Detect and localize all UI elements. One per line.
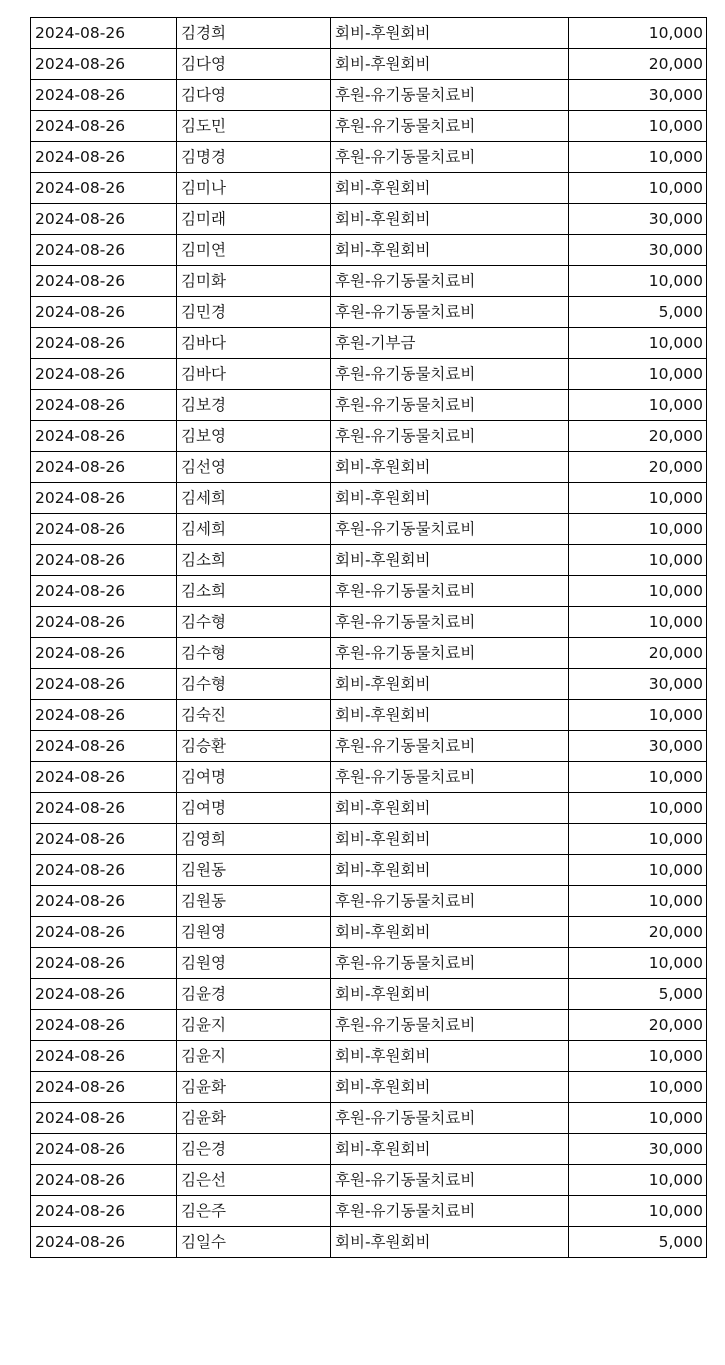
type-cell[interactable]: 회비-후원회비: [331, 545, 569, 576]
date-cell[interactable]: 2024-08-26: [31, 266, 177, 297]
table-row: [31, 669, 707, 700]
amount-cell[interactable]: 10,000: [569, 576, 707, 607]
name-cell[interactable]: 김선영: [177, 452, 331, 483]
amount-cell[interactable]: 10,000: [569, 855, 707, 886]
name-cell[interactable]: 김세희: [177, 483, 331, 514]
table-row: [31, 80, 707, 111]
type-cell[interactable]: 회비-후원회비: [331, 1072, 569, 1103]
amount-cell[interactable]: 10,000: [569, 1072, 707, 1103]
date-cell[interactable]: 2024-08-26: [31, 824, 177, 855]
type-cell[interactable]: 후원-유기동물치료비: [331, 1165, 569, 1196]
type-cell[interactable]: 회비-후원회비: [331, 917, 569, 948]
amount-cell[interactable]: 10,000: [569, 142, 707, 173]
date-cell[interactable]: 2024-08-26: [31, 514, 177, 545]
name-cell[interactable]: 김은경: [177, 1134, 331, 1165]
table-row: [31, 111, 707, 142]
date-cell[interactable]: 2024-08-26: [31, 607, 177, 638]
amount-cell[interactable]: 10,000: [569, 18, 707, 49]
amount-cell[interactable]: 10,000: [569, 266, 707, 297]
date-cell[interactable]: 2024-08-26: [31, 762, 177, 793]
amount-cell[interactable]: 10,000: [569, 390, 707, 421]
name-cell[interactable]: 김수형: [177, 638, 331, 669]
date-cell[interactable]: 2024-08-26: [31, 1227, 177, 1258]
table-row: [31, 1103, 707, 1134]
name-cell[interactable]: 김명경: [177, 142, 331, 173]
name-cell[interactable]: 김윤화: [177, 1072, 331, 1103]
amount-cell[interactable]: 20,000: [569, 421, 707, 452]
amount-cell[interactable]: 10,000: [569, 948, 707, 979]
date-cell[interactable]: 2024-08-26: [31, 390, 177, 421]
table-row: [31, 1196, 707, 1227]
amount-cell[interactable]: 10,000: [569, 545, 707, 576]
table-row: [31, 452, 707, 483]
name-cell[interactable]: 김원영: [177, 948, 331, 979]
name-cell[interactable]: 김도민: [177, 111, 331, 142]
date-cell[interactable]: 2024-08-26: [31, 731, 177, 762]
type-cell[interactable]: 회비-후원회비: [331, 669, 569, 700]
type-cell[interactable]: 회비-후원회비: [331, 1134, 569, 1165]
date-cell[interactable]: 2024-08-26: [31, 855, 177, 886]
type-cell[interactable]: 후원-유기동물치료비: [331, 142, 569, 173]
amount-cell[interactable]: 10,000: [569, 1165, 707, 1196]
amount-cell[interactable]: 10,000: [569, 173, 707, 204]
type-cell[interactable]: 회비-후원회비: [331, 18, 569, 49]
type-cell[interactable]: 후원-유기동물치료비: [331, 948, 569, 979]
amount-cell[interactable]: 10,000: [569, 1196, 707, 1227]
table-row: [31, 266, 707, 297]
amount-cell[interactable]: 10,000: [569, 700, 707, 731]
amount-cell[interactable]: 30,000: [569, 1134, 707, 1165]
table-row: [31, 328, 707, 359]
name-cell[interactable]: 김보경: [177, 390, 331, 421]
date-cell[interactable]: 2024-08-26: [31, 111, 177, 142]
type-cell[interactable]: 회비-후원회비: [331, 204, 569, 235]
name-cell[interactable]: 김영희: [177, 824, 331, 855]
amount-cell[interactable]: 30,000: [569, 731, 707, 762]
table-row: [31, 142, 707, 173]
amount-cell[interactable]: 10,000: [569, 1041, 707, 1072]
amount-cell[interactable]: 10,000: [569, 483, 707, 514]
donation-table-body: [31, 18, 707, 1258]
table-row: [31, 421, 707, 452]
table-row: [31, 18, 707, 49]
table-row: [31, 545, 707, 576]
table-row: [31, 731, 707, 762]
date-cell[interactable]: 2024-08-26: [31, 1134, 177, 1165]
table-row: [31, 1010, 707, 1041]
table-row: [31, 1134, 707, 1165]
name-cell[interactable]: 김바다: [177, 359, 331, 390]
table-row: [31, 297, 707, 328]
type-cell[interactable]: 회비-후원회비: [331, 1227, 569, 1258]
amount-cell[interactable]: 5,000: [569, 297, 707, 328]
amount-cell[interactable]: 30,000: [569, 669, 707, 700]
table-row: [31, 1227, 707, 1258]
type-cell[interactable]: 후원-유기동물치료비: [331, 80, 569, 111]
name-cell[interactable]: 김여명: [177, 793, 331, 824]
name-cell[interactable]: 김승환: [177, 731, 331, 762]
type-cell[interactable]: 후원-유기동물치료비: [331, 1196, 569, 1227]
name-cell[interactable]: 김미래: [177, 204, 331, 235]
date-cell[interactable]: 2024-08-26: [31, 979, 177, 1010]
date-cell[interactable]: 2024-08-26: [31, 328, 177, 359]
type-cell[interactable]: 후원-유기동물치료비: [331, 886, 569, 917]
type-cell[interactable]: 후원-유기동물치료비: [331, 421, 569, 452]
table-row: [31, 1041, 707, 1072]
name-cell[interactable]: 김원영: [177, 917, 331, 948]
table-row: [31, 638, 707, 669]
amount-cell[interactable]: 10,000: [569, 886, 707, 917]
amount-cell[interactable]: 10,000: [569, 1103, 707, 1134]
amount-cell[interactable]: 20,000: [569, 452, 707, 483]
table-row: [31, 359, 707, 390]
table-row: [31, 824, 707, 855]
amount-cell[interactable]: 30,000: [569, 80, 707, 111]
name-cell[interactable]: 김세희: [177, 514, 331, 545]
amount-cell[interactable]: 10,000: [569, 111, 707, 142]
name-cell[interactable]: 김다영: [177, 49, 331, 80]
table-row: [31, 49, 707, 80]
date-cell[interactable]: 2024-08-26: [31, 1010, 177, 1041]
table-row: [31, 514, 707, 545]
name-cell[interactable]: 김원동: [177, 886, 331, 917]
date-cell[interactable]: 2024-08-26: [31, 1196, 177, 1227]
table-row: [31, 948, 707, 979]
type-cell[interactable]: 회비-후원회비: [331, 173, 569, 204]
date-cell[interactable]: 2024-08-26: [31, 452, 177, 483]
amount-cell[interactable]: 10,000: [569, 607, 707, 638]
table-row: [31, 886, 707, 917]
name-cell[interactable]: 김윤화: [177, 1103, 331, 1134]
name-cell[interactable]: 김소희: [177, 545, 331, 576]
table-row: [31, 917, 707, 948]
date-cell[interactable]: 2024-08-26: [31, 204, 177, 235]
date-cell[interactable]: 2024-08-26: [31, 1103, 177, 1134]
donation-sheet: [30, 17, 706, 1258]
name-cell[interactable]: 김미화: [177, 266, 331, 297]
name-cell[interactable]: 김수형: [177, 607, 331, 638]
type-cell[interactable]: 후원-유기동물치료비: [331, 731, 569, 762]
table-row: [31, 607, 707, 638]
name-cell[interactable]: 김윤경: [177, 979, 331, 1010]
date-cell[interactable]: 2024-08-26: [31, 173, 177, 204]
type-cell[interactable]: 후원-유기동물치료비: [331, 266, 569, 297]
amount-cell[interactable]: 10,000: [569, 359, 707, 390]
table-row: [31, 204, 707, 235]
table-row: [31, 576, 707, 607]
name-cell[interactable]: 김바다: [177, 328, 331, 359]
type-cell[interactable]: 후원-유기동물치료비: [331, 607, 569, 638]
amount-cell[interactable]: 30,000: [569, 204, 707, 235]
table-row: [31, 793, 707, 824]
name-cell[interactable]: 김보영: [177, 421, 331, 452]
date-cell[interactable]: 2024-08-26: [31, 793, 177, 824]
date-cell[interactable]: 2024-08-26: [31, 235, 177, 266]
type-cell[interactable]: 후원-유기동물치료비: [331, 638, 569, 669]
date-cell[interactable]: 2024-08-26: [31, 142, 177, 173]
name-cell[interactable]: 김숙진: [177, 700, 331, 731]
table-row: [31, 1165, 707, 1196]
type-cell[interactable]: 회비-후원회비: [331, 452, 569, 483]
date-cell[interactable]: 2024-08-26: [31, 886, 177, 917]
table-row: [31, 855, 707, 886]
date-cell[interactable]: 2024-08-26: [31, 1041, 177, 1072]
date-cell[interactable]: 2024-08-26: [31, 700, 177, 731]
type-cell[interactable]: 회비-후원회비: [331, 793, 569, 824]
amount-cell[interactable]: 20,000: [569, 638, 707, 669]
amount-cell[interactable]: 10,000: [569, 824, 707, 855]
table-row: [31, 979, 707, 1010]
amount-cell[interactable]: 20,000: [569, 917, 707, 948]
amount-cell[interactable]: 20,000: [569, 1010, 707, 1041]
date-cell[interactable]: 2024-08-26: [31, 669, 177, 700]
type-cell[interactable]: 후원-유기동물치료비: [331, 514, 569, 545]
type-cell[interactable]: 후원-유기동물치료비: [331, 576, 569, 607]
date-cell[interactable]: 2024-08-26: [31, 49, 177, 80]
date-cell[interactable]: 2024-08-26: [31, 948, 177, 979]
type-cell[interactable]: 후원-유기동물치료비: [331, 1010, 569, 1041]
name-cell[interactable]: 김수형: [177, 669, 331, 700]
type-cell[interactable]: 회비-후원회비: [331, 700, 569, 731]
name-cell[interactable]: 김경희: [177, 18, 331, 49]
type-cell[interactable]: 후원-유기동물치료비: [331, 111, 569, 142]
type-cell[interactable]: 후원-유기동물치료비: [331, 1103, 569, 1134]
amount-cell[interactable]: 5,000: [569, 979, 707, 1010]
date-cell[interactable]: 2024-08-26: [31, 917, 177, 948]
name-cell[interactable]: 김여명: [177, 762, 331, 793]
name-cell[interactable]: 김은선: [177, 1165, 331, 1196]
date-cell[interactable]: 2024-08-26: [31, 1165, 177, 1196]
type-cell[interactable]: 회비-후원회비: [331, 824, 569, 855]
type-cell[interactable]: 후원-유기동물치료비: [331, 297, 569, 328]
type-cell[interactable]: 회비-후원회비: [331, 483, 569, 514]
table-row: [31, 173, 707, 204]
donation-table: [30, 17, 707, 1258]
name-cell[interactable]: 김은주: [177, 1196, 331, 1227]
amount-cell[interactable]: 5,000: [569, 1227, 707, 1258]
name-cell[interactable]: 김윤지: [177, 1010, 331, 1041]
name-cell[interactable]: 김미연: [177, 235, 331, 266]
type-cell[interactable]: 후원-유기동물치료비: [331, 359, 569, 390]
amount-cell[interactable]: 10,000: [569, 762, 707, 793]
name-cell[interactable]: 김윤지: [177, 1041, 331, 1072]
table-row: [31, 700, 707, 731]
name-cell[interactable]: 김원동: [177, 855, 331, 886]
table-row: [31, 483, 707, 514]
date-cell[interactable]: 2024-08-26: [31, 18, 177, 49]
name-cell[interactable]: 김민경: [177, 297, 331, 328]
type-cell[interactable]: 후원-기부금: [331, 328, 569, 359]
type-cell[interactable]: 후원-유기동물치료비: [331, 390, 569, 421]
type-cell[interactable]: 회비-후원회비: [331, 1041, 569, 1072]
date-cell[interactable]: 2024-08-26: [31, 359, 177, 390]
amount-cell[interactable]: 30,000: [569, 235, 707, 266]
type-cell[interactable]: 후원-유기동물치료비: [331, 762, 569, 793]
amount-cell[interactable]: 10,000: [569, 793, 707, 824]
date-cell[interactable]: 2024-08-26: [31, 638, 177, 669]
date-cell[interactable]: 2024-08-26: [31, 483, 177, 514]
name-cell[interactable]: 김다영: [177, 80, 331, 111]
type-cell[interactable]: 회비-후원회비: [331, 49, 569, 80]
table-row: [31, 762, 707, 793]
type-cell[interactable]: 회비-후원회비: [331, 979, 569, 1010]
type-cell[interactable]: 회비-후원회비: [331, 855, 569, 886]
amount-cell[interactable]: 20,000: [569, 49, 707, 80]
table-row: [31, 390, 707, 421]
date-cell[interactable]: 2024-08-26: [31, 80, 177, 111]
name-cell[interactable]: 김소희: [177, 576, 331, 607]
type-cell[interactable]: 회비-후원회비: [331, 235, 569, 266]
table-row: [31, 1072, 707, 1103]
date-cell[interactable]: 2024-08-26: [31, 297, 177, 328]
date-cell[interactable]: 2024-08-26: [31, 576, 177, 607]
amount-cell[interactable]: 10,000: [569, 328, 707, 359]
date-cell[interactable]: 2024-08-26: [31, 545, 177, 576]
table-row: [31, 235, 707, 266]
name-cell[interactable]: 김일수: [177, 1227, 331, 1258]
date-cell[interactable]: 2024-08-26: [31, 1072, 177, 1103]
name-cell[interactable]: 김미나: [177, 173, 331, 204]
amount-cell[interactable]: 10,000: [569, 514, 707, 545]
date-cell[interactable]: 2024-08-26: [31, 421, 177, 452]
